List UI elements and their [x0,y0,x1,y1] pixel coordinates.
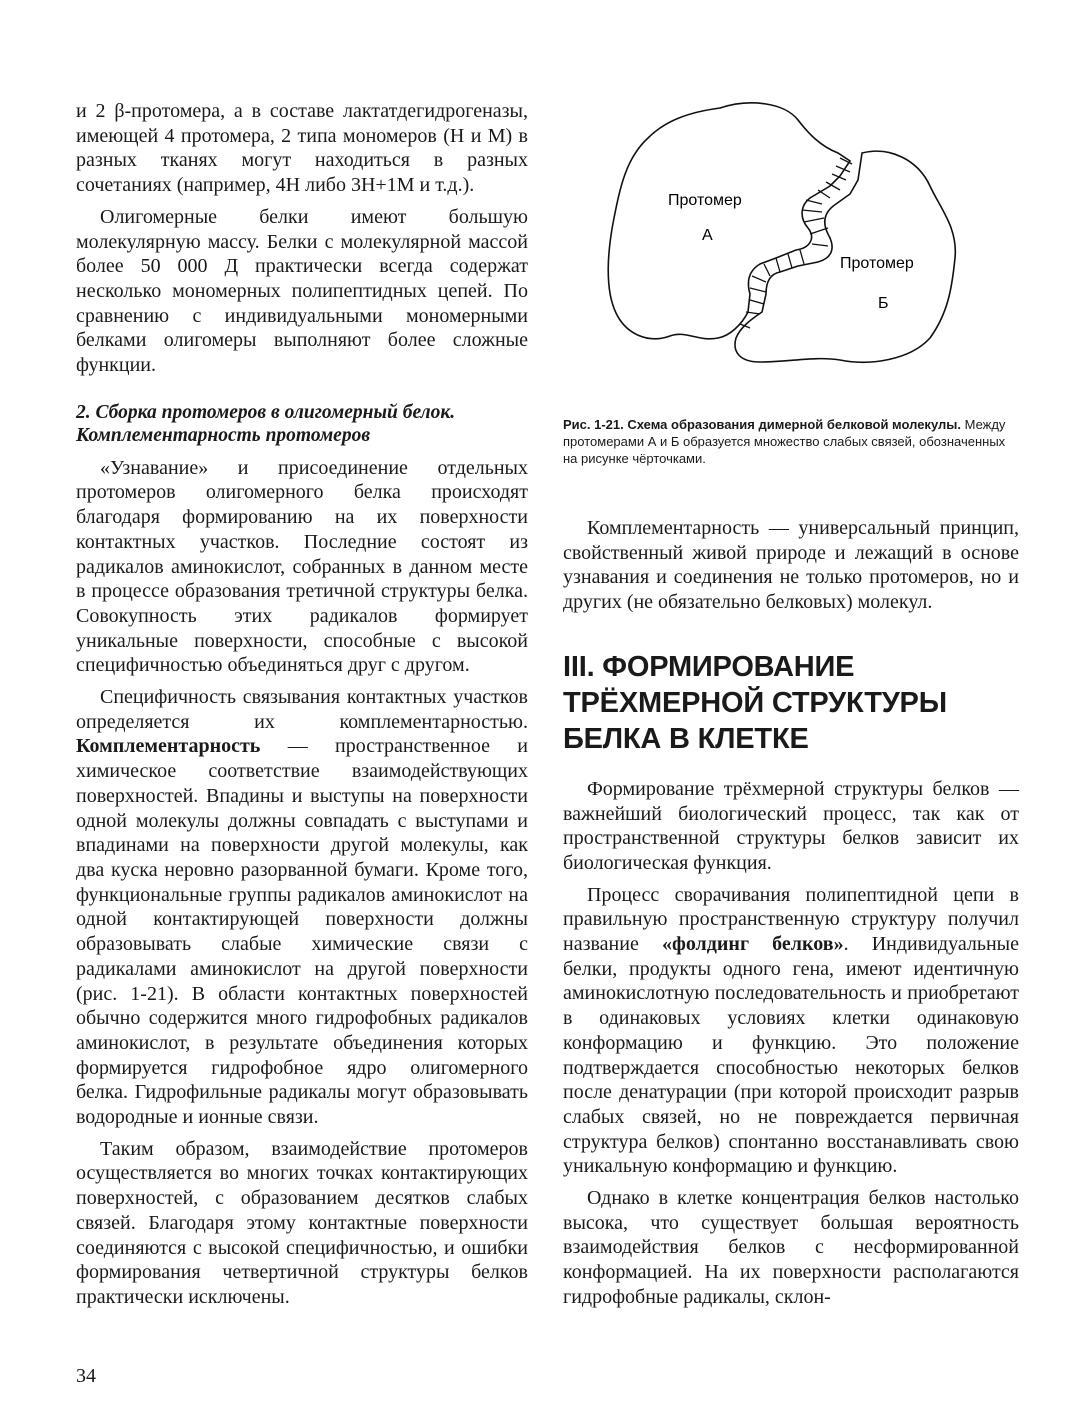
term-complementarity: Комплементарность [76,735,261,758]
figure-caption [563,416,1019,467]
protomer-a-letter: А [702,227,713,244]
paragraph: «Узнавание» и присоединение отдельных протомеров олигомерного белка происходят благодаря формированию на их поверхности контактных участков. Последние состоят из радикалов аминокислот, собранных в данном месте в процессе образования третичной структуры белка. Совокупность этих радикалов формирует уникальные поверхности, способные с высокой специфичностью объединяться друг с другом. [76,456,528,677]
caption-title: Рис. 1-21. Схема образования димерной белковой молекулы. [563,417,961,432]
paragraph: Формирование трёхмерной структуры белков — важнейший биологический процесс, так как от пространственной структуры белков зависит их биологическая функция. [563,777,1019,874]
text-run: . Индивидуальные белки, продукты одного гена, имеют идентичную аминокислотную последовательность и приобретают в одинаковых условиях клетки одинаковую конформацию и функцию. Это положение подтверждается способностью некоторых белков после денатурации (при которой происходит разрыв слабых связей, но не повреждается первичная структура белков) спонтанно восстанавливать свою уникальную конформацию и функцию. [563,933,1019,1178]
section-title-line: III. ФОРМИРОВАНИЕ [563,650,855,683]
paragraph [563,883,1019,1179]
paragraph: Однако в клетке концентрация белков настолько высока, что существует большая вероятность взаимодействия белков с несформированной конформацией. На их поверхности располагаются гидрофобные радикалы, склон- [563,1187,1019,1308]
protomer-a-label: Протомер [668,192,742,209]
protomer-b-letter: Б [878,295,889,312]
paragraph: и 2 β-протомера, а в составе лактатдегидрогеназы, имеющей 4 протомера, 2 типа мономеров (Н и М) в разных тканях могут находиться в разных сочетаниях (например, 4Н либо 3Н+1М и т.д.). [76,100,528,197]
page-number: 34 [76,1365,96,1387]
text-run: Процесс сворачивания полипептидной цепи в правильную пространственную структуру получил название [563,883,1019,956]
section-title [563,649,1019,757]
caption-text: Между протомерами А и Б образуется множество слабых связей, обозначенных на рисунке чёрточками. [563,417,1006,466]
figure-dimer-diagram [600,98,990,398]
paragraph: Комплементарность — универсальный принцип, свойственный живой природе и лежащий в основе узнавания и соединения не только протомеров, но и других (не обязательно белковых) молекул. [563,517,1019,614]
paragraph: Таким образом, взаимодействие протомеров осуществляется во многих точках контактирующих поверхностей, с образованием десятков слабых связей. Благодаря этому контактные поверхности соединяются с высокой специфичностью, и ошибки формирования четвертичной структуры белков практически исключены. [76,1137,528,1308]
paragraph [76,685,528,1130]
left-column [76,99,528,1317]
section-title-line: БЕЛКА В КЛЕТКЕ [563,722,809,755]
protomer-b-label: Протомер [840,255,914,272]
section-title-line: ТРЁХМЕРНОЙ СТРУКТУРЫ [563,686,947,719]
protomer-a-outline [608,103,850,339]
text-run: — пространственное и химическое соответствие взаимодействующих поверхностей. Впадины и выступы на поверхности одной молекулы должны совпадать с выступами и впадинами на поверхности другой молекулы, как два куска неровно разорванной бумаги. Кроме того, функциональные группы радикалов аминокислот на одной контактирующей поверхности должны образовывать слабые химические связи с радикалами аминокислот на другой поверхности (рис. 1-21). В области контактных поверхностей обычно содержится много гидрофобных радикалов аминокислот, в результате объединения которых формируется гидрофобное ядро олигомерного белка. Гидрофильные радикалы могут образовывать водородные и ионные связи. [76,735,528,1129]
right-column [563,516,1019,1317]
text-run: Специфичность связывания контактных участков определяется их комплементарностью. [76,686,528,733]
subheading: 2. Сборка протомеров в олигомерный белок. Комплементарность протомеров [76,401,456,446]
weak-bond-ticks [740,158,852,328]
term-folding: «фолдинг белков» [661,933,844,956]
paragraph: Олигомерные белки имеют большую молекулярную массу. Белки с молекулярной массой более 50 000 Д практически всегда содержат несколько мономерных полипептидных цепей. По сравнению с индивидуальными мономерными белками олигомеры выполняют более сложные функции. [76,205,528,377]
